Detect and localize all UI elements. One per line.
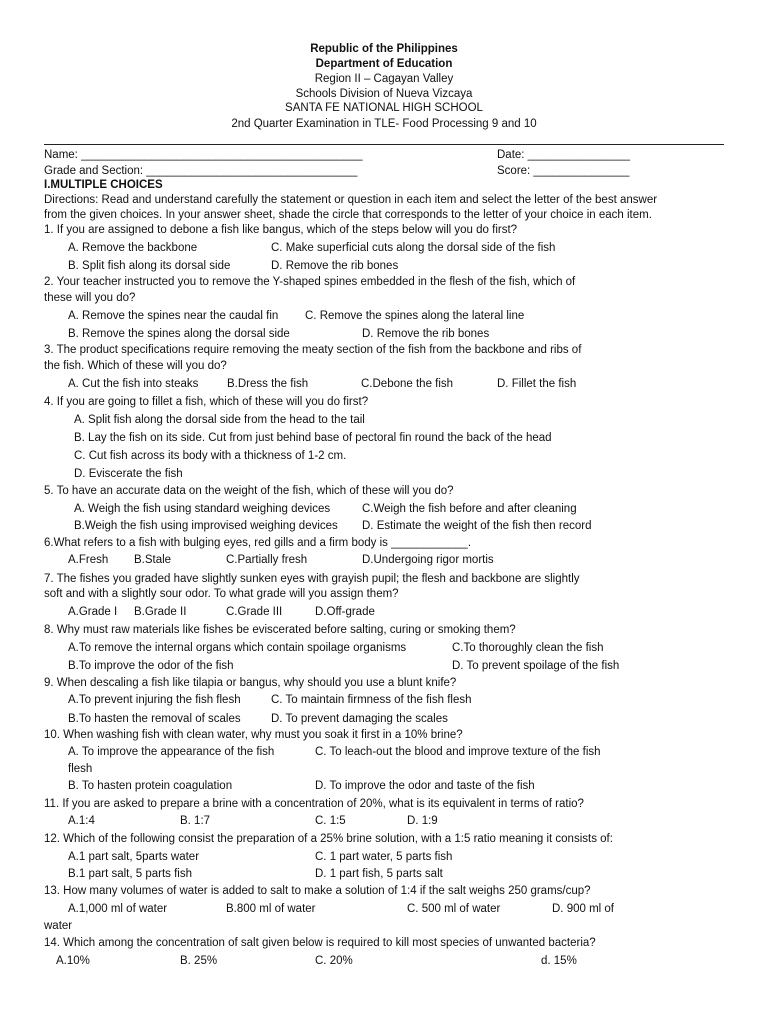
question-stem: 5. To have an accurate data on the weight of the fish, which of these will you do?: [44, 485, 454, 497]
header-divider: [44, 144, 724, 145]
choice: B. Lay the fish on its side. Cut from just behind base of pectoral fin round the back of the head: [74, 432, 552, 444]
choice: A.10%: [56, 955, 90, 967]
question-stem: 7. The fishes you graded have slightly sunken eyes with grayish pupil; the flesh and backbone are slightly: [44, 573, 580, 585]
choice: B.To improve the odor of the fish: [68, 660, 234, 672]
choice: B. 25%: [180, 955, 218, 967]
question-stem: 2. Your teacher instructed you to remove the Y-shaped spines embedded in the flesh of the fish, which of: [44, 276, 576, 288]
name-field: Name: ____________________________________________: [44, 149, 363, 161]
question-stem: 9. When descaling a fish like tilapia or bangus, why should you use a blunt knife?: [44, 677, 457, 689]
question-stem: 6.What refers to a fish with bulging eyes, red gills and a firm body is ____________.: [44, 537, 472, 549]
choice: C. To maintain firmness of the fish flesh: [271, 694, 472, 706]
choice: C.Grade III: [226, 606, 283, 618]
choice: B.To hasten the removal of scales: [68, 713, 241, 725]
choice: C. 1:5: [315, 815, 346, 827]
choice: B. 1:7: [180, 815, 211, 827]
choice: C. 500 ml of water: [407, 903, 501, 915]
choice: A.To remove the internal organs which contain spoilage organisms: [68, 642, 407, 654]
choice: C. Make superficial cuts along the dorsal side of the fish: [271, 242, 556, 254]
grade-section-field: Grade and Section: _________________________________: [44, 165, 358, 177]
choice: A.1,000 ml of water: [68, 903, 168, 915]
choice: C. Cut fish across its body with a thickness of 1-2 cm.: [74, 450, 347, 462]
choice: C.Weigh the fish before and after cleaning: [362, 503, 577, 515]
choice: B. Remove the spines along the dorsal side: [68, 328, 290, 340]
choice: C. Remove the spines along the lateral line: [305, 310, 525, 322]
choice: C.To thoroughly clean the fish: [452, 642, 604, 654]
exam-title: 2nd Quarter Examination in TLE- Food Processing 9 and 10: [231, 118, 537, 130]
choice: B.1 part salt, 5 parts fish: [68, 868, 193, 880]
question-stem: 14. Which among the concentration of salt given below is required to kill most species of unwanted bacteria?: [44, 937, 596, 949]
choice: D. 1 part fish, 5 parts salt: [315, 868, 443, 880]
section-title: I.MULTIPLE CHOICES: [44, 179, 163, 191]
choice: D. 1:9: [407, 815, 438, 827]
choice: B.Grade II: [134, 606, 187, 618]
choice: B. To hasten protein coagulation: [68, 780, 233, 792]
question-stem: 12. Which of the following consist the preparation of a 25% brine solution, with a 1:5 ratio meaning it consists of:: [44, 833, 613, 845]
question-stem: the fish. Which of these will you do?: [44, 360, 227, 372]
choice: D. 900 ml of: [552, 903, 614, 915]
date-field: Date: ________________: [497, 149, 631, 161]
choice: D.Undergoing rigor mortis: [362, 554, 494, 566]
question-stem: 4. If you are going to fillet a fish, which of these will you do first?: [44, 396, 369, 408]
choice: A. Remove the backbone: [68, 242, 198, 254]
choice: water: [44, 920, 73, 932]
header-region: Region II – Cagayan Valley: [314, 73, 454, 85]
header-school: SANTA FE NATIONAL HIGH SCHOOL: [285, 102, 483, 114]
question-stem: 8. Why must raw materials like fishes be eviscerated before salting, curing or smoking them?: [44, 624, 516, 636]
choice: D. To prevent damaging the scales: [271, 713, 448, 725]
choice: A. Split fish along the dorsal side from the head to the tail: [74, 414, 365, 426]
choice: A.Fresh: [68, 554, 109, 566]
choice: A.1 part salt, 5parts water: [68, 851, 200, 863]
choice: B.Dress the fish: [227, 378, 309, 390]
header-department: Department of Education: [315, 58, 453, 70]
choice: D. Remove the rib bones: [362, 328, 490, 340]
question-stem: 13. How many volumes of water is added to salt to make a solution of 1:4 if the salt weighs 250 grams/cup?: [44, 885, 591, 897]
choice: B.Stale: [134, 554, 172, 566]
choice: C.Debone the fish: [361, 378, 454, 390]
choice: D. Estimate the weight of the fish then record: [362, 520, 592, 532]
header-division: Schools Division of Nueva Vizcaya: [295, 88, 473, 100]
choice: flesh: [68, 763, 93, 775]
choice: A.1:4: [68, 815, 95, 827]
choice: A.Grade I: [68, 606, 118, 618]
choice: A. Remove the spines near the caudal fin: [68, 310, 279, 322]
choice: D. To prevent spoilage of the fish: [452, 660, 620, 672]
question-stem: 11. If you are asked to prepare a brine with a concentration of 20%, what is its equivalent in terms of ratio?: [44, 798, 584, 810]
score-field: Score: _______________: [497, 165, 630, 177]
choice: A. To improve the appearance of the fish: [68, 746, 275, 758]
question-stem: 1. If you are assigned to debone a fish like bangus, which of the steps below will you do first?: [44, 224, 518, 236]
choice: D. Remove the rib bones: [271, 260, 399, 272]
choice: C.Partially fresh: [226, 554, 308, 566]
question-stem: soft and with a slightly sour odor. To what grade will you assign them?: [44, 588, 399, 600]
directions-line: Directions: Read and understand carefully the statement or question in each item and select the letter of the best answer: [44, 194, 658, 206]
choice: D. To improve the odor and taste of the fish: [315, 780, 535, 792]
choice: A.To prevent injuring the fish flesh: [68, 694, 241, 706]
choice: d. 15%: [541, 955, 577, 967]
choice: C. 20%: [315, 955, 353, 967]
choice: B.Weigh the fish using improvised weighing devices: [74, 520, 338, 532]
choice: D. Fillet the fish: [497, 378, 577, 390]
choice: B. Split fish along its dorsal side: [68, 260, 231, 272]
question-stem: 3. The product specifications require removing the meaty section of the fish from the backbone and ribs of: [44, 344, 582, 356]
choice: C. 1 part water, 5 parts fish: [315, 851, 453, 863]
choice: D. Eviscerate the fish: [74, 468, 183, 480]
question-stem: 10. When washing fish with clean water, why must you soak it first in a 10% brine?: [44, 729, 463, 741]
choice: B.800 ml of water: [226, 903, 316, 915]
directions-line: from the given choices. In your answer sheet, shade the circle that corresponds to the letter of your choice in each item.: [44, 209, 652, 221]
question-stem: these will you do?: [44, 292, 136, 304]
choice: A. Weigh the fish using standard weighing devices: [74, 503, 331, 515]
choice: D.Off-grade: [315, 606, 375, 618]
choice: C. To leach-out the blood and improve texture of the fish: [315, 746, 601, 758]
header-republic: Republic of the Philippines: [310, 43, 458, 55]
choice: A. Cut the fish into steaks: [68, 378, 199, 390]
